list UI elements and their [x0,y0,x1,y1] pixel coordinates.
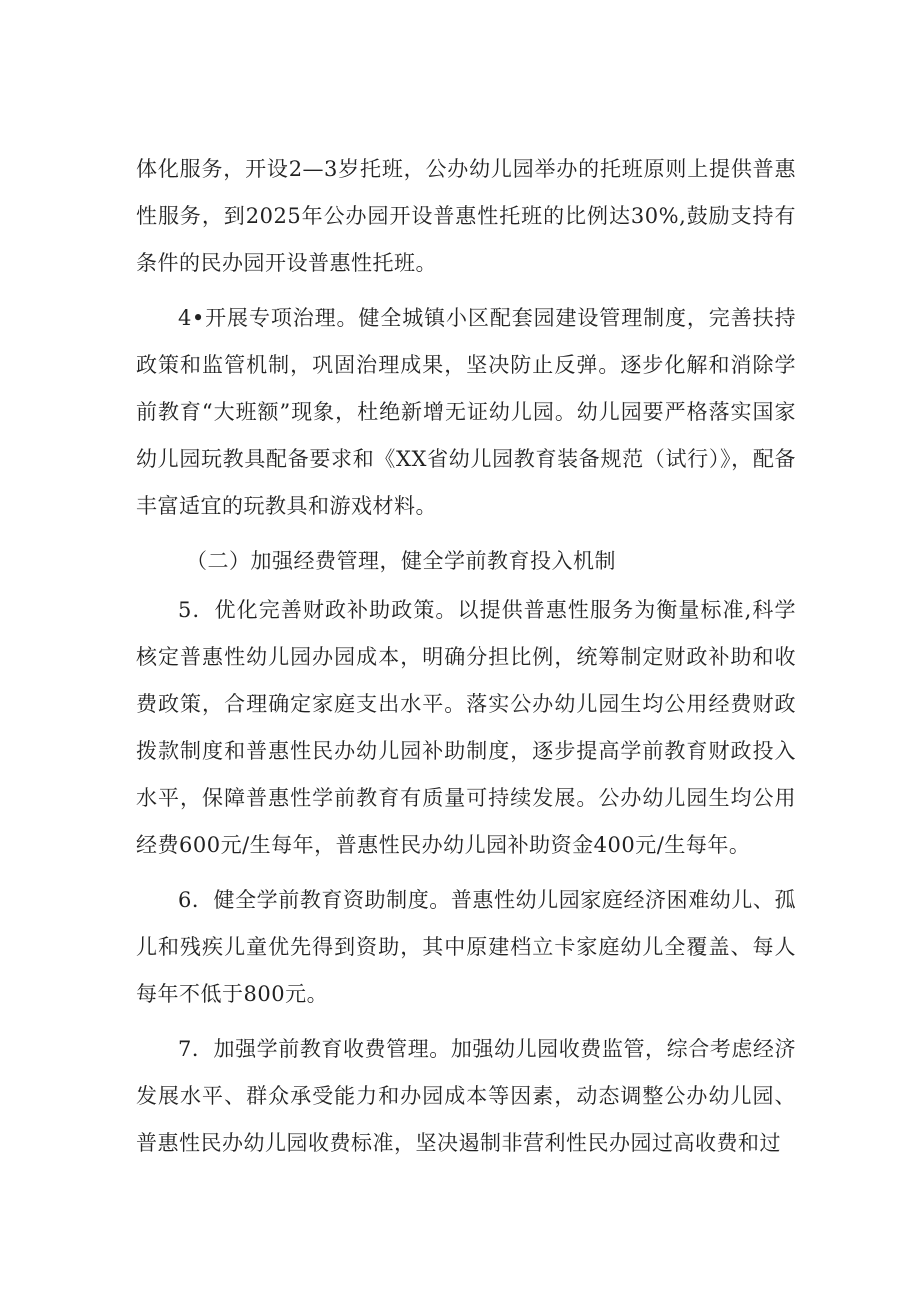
section-heading: （二）加强经费管理，健全学前教育投入机制 [186,549,616,573]
document-body [136,146,796,1167]
paragraph-continuation: 体化服务，开设2—3岁托班，公办幼儿园举办的托班原则上提供普惠性服务，到2025年公办园开设普惠性托班的比例达30%,鼓励支持有条件的民办园开设普惠性托班。 [136,157,796,275]
paragraph-item-5: 5．优化完善财政补助政策。以提供普惠性服务为衡量标准,科学核定普惠性幼儿园办园成本，明确分担比例，统筹制定财政补助和收费政策，合理确定家庭支出水平。落实公办幼儿园生均公用经费财政拨款制度和普惠性民办幼儿园补助制度，逐步提高学前教育财政投入水平，保障普惠性学前教育有质量可持续发展。公办幼儿园生均公用经费600元/生每年，普惠性民办幼儿园补助资金400元/生每年。 [136,598,796,857]
paragraph-item-7: 7．加强学前教育收费管理。加强幼儿园收费监管，综合考虑经济发展水平、群众承受能力和办园成本等因素，动态调整公办幼儿园、普惠性民办幼儿园收费标准，坚决遏制非营利性民办园过高收费和过 [136,1037,796,1155]
paragraph-item-4: 4•开展专项治理。健全城镇小区配套园建设管理制度，完善扶持政策和监管机制，巩固治理成果，坚决防止反弹。逐步化解和消除学前教育“大班额”现象，杜绝新增无证幼儿园。幼儿园要严格落实国家幼儿园玩教具配备要求和《XX省幼儿园教育装备规范（试行）》，配备丰富适宜的玩教具和游戏材料。 [136,306,796,518]
paragraph-item-6: 6．健全学前教育资助制度。普惠性幼儿园家庭经济困难幼儿、孤儿和残疾儿童优先得到资助，其中原建档立卡家庭幼儿全覆盖、每人每年不低于800元。 [136,888,796,1006]
